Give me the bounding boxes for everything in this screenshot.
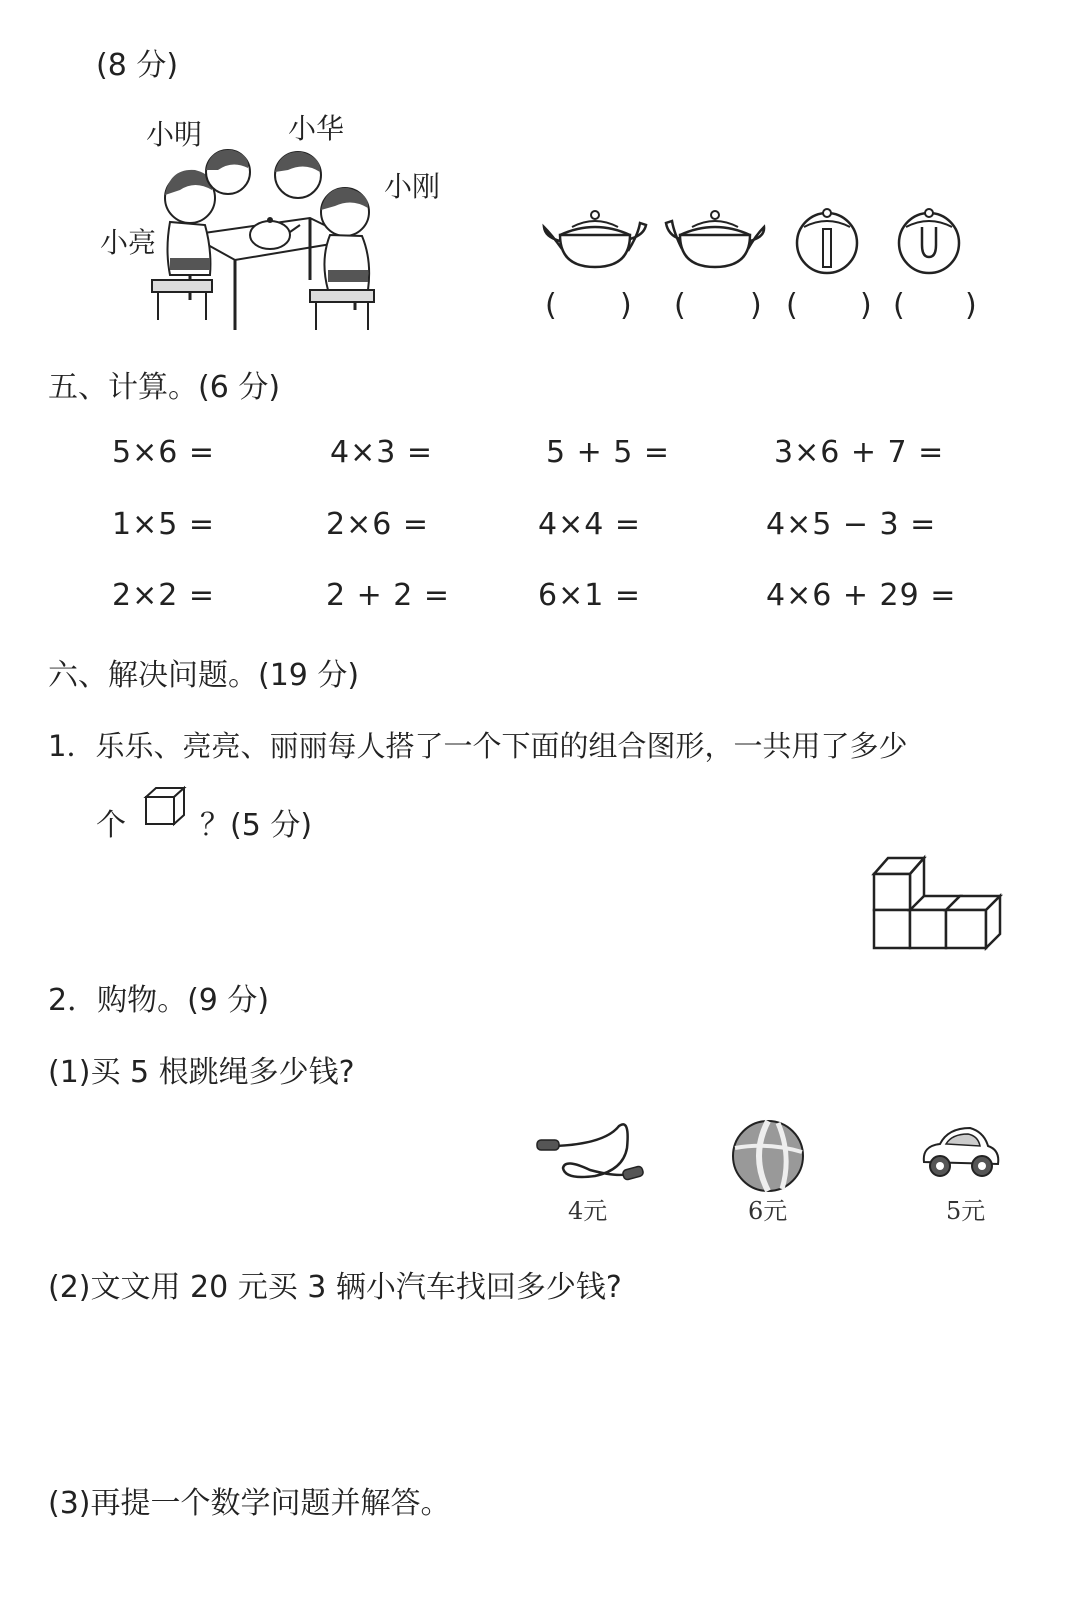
name-xiaoming: 小明 <box>146 118 203 151</box>
calc-item: 4×3 = <box>330 435 433 470</box>
jump-rope-price: 4元 <box>568 1197 608 1225</box>
calc-item: 5 + 5 = <box>546 435 671 470</box>
answer-blank-4-open: ( <box>893 288 905 323</box>
answer-blank-2-open: ( <box>674 288 686 323</box>
answer-blank-3-close: ) <box>860 288 872 323</box>
section-score: (8 分) <box>96 48 179 83</box>
section6-heading: 六、解决问题。(19 分) <box>48 658 360 693</box>
name-xiaogang: 小刚 <box>384 170 441 203</box>
teapot-side-view-1 <box>540 205 650 275</box>
question-1-prefix: 个 <box>96 808 126 843</box>
calc-item: 1×5 = <box>112 507 215 542</box>
ball-price: 6元 <box>748 1197 788 1225</box>
toy-car-price: 5元 <box>946 1197 986 1225</box>
answer-blank-1-close: ) <box>620 288 632 323</box>
unit-cube-icon <box>142 785 188 827</box>
calc-item: 2 + 2 = <box>326 578 451 613</box>
answer-blank-4-close: ) <box>965 288 977 323</box>
calc-item: 3×6 + 7 = <box>774 435 945 470</box>
answer-blank-2-close: ) <box>750 288 762 323</box>
answer-blank-1-open: ( <box>545 288 557 323</box>
section5-heading: 五、计算。(6 分) <box>48 370 281 405</box>
teapot-side-view-2 <box>660 205 770 275</box>
question-2-sub-3: (3)再提一个数学问题并解答。 <box>48 1486 451 1521</box>
calc-item: 5×6 = <box>112 435 215 470</box>
question-1-line-1: 1．乐乐、亮亮、丽丽每人搭了一个下面的组合图形，一共用了多少 <box>48 729 908 763</box>
question-2-sub-2: (2)文文用 20 元买 3 辆小汽车找回多少钱? <box>48 1270 622 1305</box>
calc-item: 4×6 + 29 = <box>766 578 957 613</box>
question-2-title: 2．购物。(9 分) <box>48 983 270 1018</box>
composite-cube-figure <box>868 852 1008 954</box>
teapot-back-view <box>892 205 967 275</box>
calc-item: 6×1 = <box>538 578 641 613</box>
jump-rope-icon <box>535 1118 645 1193</box>
calc-item: 4×4 = <box>538 507 641 542</box>
toy-car-icon <box>918 1118 1002 1186</box>
calc-item: 2×2 = <box>112 578 215 613</box>
name-xiaoliang: 小亮 <box>100 226 157 259</box>
calc-item: 2×6 = <box>326 507 429 542</box>
calc-item: 4×5 − 3 = <box>766 507 937 542</box>
answer-blank-3-open: ( <box>786 288 798 323</box>
ball-icon <box>730 1118 806 1194</box>
name-xiaohua: 小华 <box>288 112 345 145</box>
kids-around-table-illustration <box>140 140 400 335</box>
question-1-suffix: ？(5 分) <box>200 808 313 843</box>
question-2-sub-1: (1)买 5 根跳绳多少钱? <box>48 1055 355 1090</box>
teapot-front-view <box>790 205 865 275</box>
